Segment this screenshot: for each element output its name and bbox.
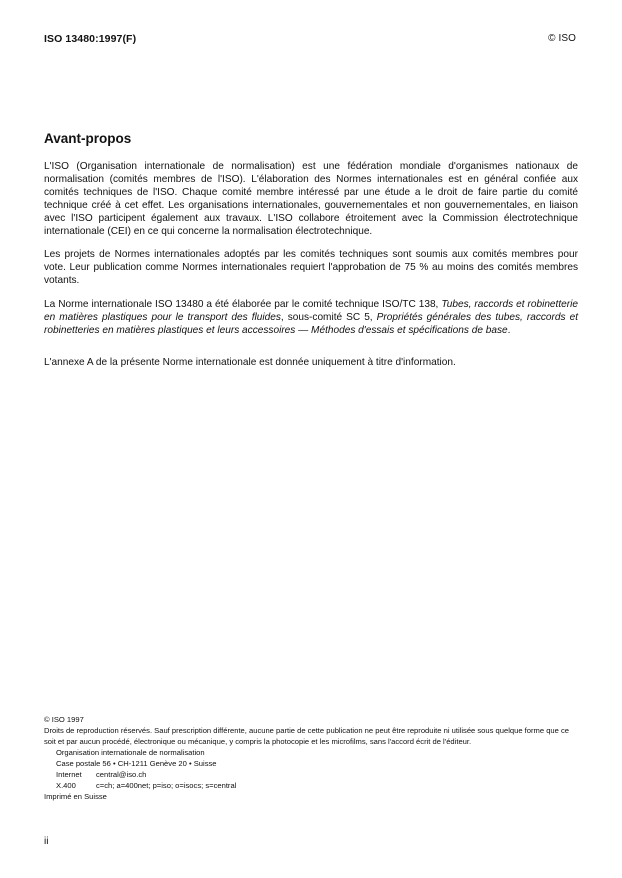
copyright-notice: Droits de reproduction réservés. Sauf prescription différente, aucune partie de cette publication ne peut être reproduite ni utilisée sous quelque forme que ce soit et par aucun procédé, électronique ou mécanique, y compris la photocopie et les microfilms, sans l'accord écrit de l'éditeur. bbox=[44, 726, 569, 746]
subcommittee-text: , sous-comité SC 5, bbox=[280, 312, 373, 323]
paragraph-annex: L'annexe A de la présente Norme internationale est donnée uniquement à titre d'information. bbox=[44, 357, 456, 368]
subcommittee-title: Propriétés générales des tubes, raccords et robinetteries en matières plastiques et leurs accessoires — Méthodes d'essais et spécifications de base bbox=[44, 312, 578, 336]
internet-value: central@iso.ch bbox=[96, 770, 147, 779]
paragraph-end: . bbox=[507, 325, 511, 336]
section-title: Avant-propos bbox=[44, 131, 132, 146]
publisher-org: Organisation internationale de normalisation bbox=[56, 748, 205, 757]
printed-in: Imprimé en Suisse bbox=[44, 792, 107, 801]
x400-label: X.400 bbox=[56, 781, 76, 790]
committee-title: Tubes, raccords et robinetterie en matières plastiques pour le transport des fluides bbox=[44, 299, 578, 323]
internet-contact bbox=[44, 769, 578, 780]
paragraph-iso-intro: L'ISO (Organisation internationale de normalisation) est une fédération mondiale d'organismes nationaux de normalisation (comités membres de l'ISO). L'élaboration des Normes internationales est en général confiée aux comités techniques de l'ISO. Chaque comité membre intéressé par une étude a le droit de faire partie du comité technique créé à cet effet. Les organisations internationales, gouvernementales et non gouvernementales, en liaison avec l'ISO participent également aux travaux. L'ISO collabore étroitement avec la Commission électrotechnique internationale (CEI) en ce qui concerne la normalisation électrotechnique. bbox=[44, 161, 578, 237]
copyright-block bbox=[44, 714, 578, 802]
paragraph-committee bbox=[44, 298, 578, 337]
header-copyright: © ISO bbox=[548, 33, 576, 44]
x400-contact bbox=[44, 780, 578, 791]
internet-label: Internet bbox=[56, 770, 82, 779]
committee-text: La Norme internationale ISO 13480 a été élaborée par le comité technique ISO/TC 138, bbox=[44, 299, 439, 310]
paragraph-voting: Les projets de Normes internationales adoptés par les comités techniques sont soumis aux comités membres pour vote. Leur publication comme Normes internationales requiert l'approbation de 75 % au moins des comités membres votants. bbox=[44, 249, 578, 286]
x400-value: c=ch; a=400net; p=iso; o=isocs; s=central bbox=[96, 781, 237, 790]
page-number: ii bbox=[44, 836, 49, 847]
document-id: ISO 13480:1997(F) bbox=[44, 33, 137, 45]
copyright-year: © ISO 1997 bbox=[44, 715, 84, 724]
publisher-address: Case postale 56 • CH-1211 Genève 20 • Suisse bbox=[56, 759, 217, 768]
